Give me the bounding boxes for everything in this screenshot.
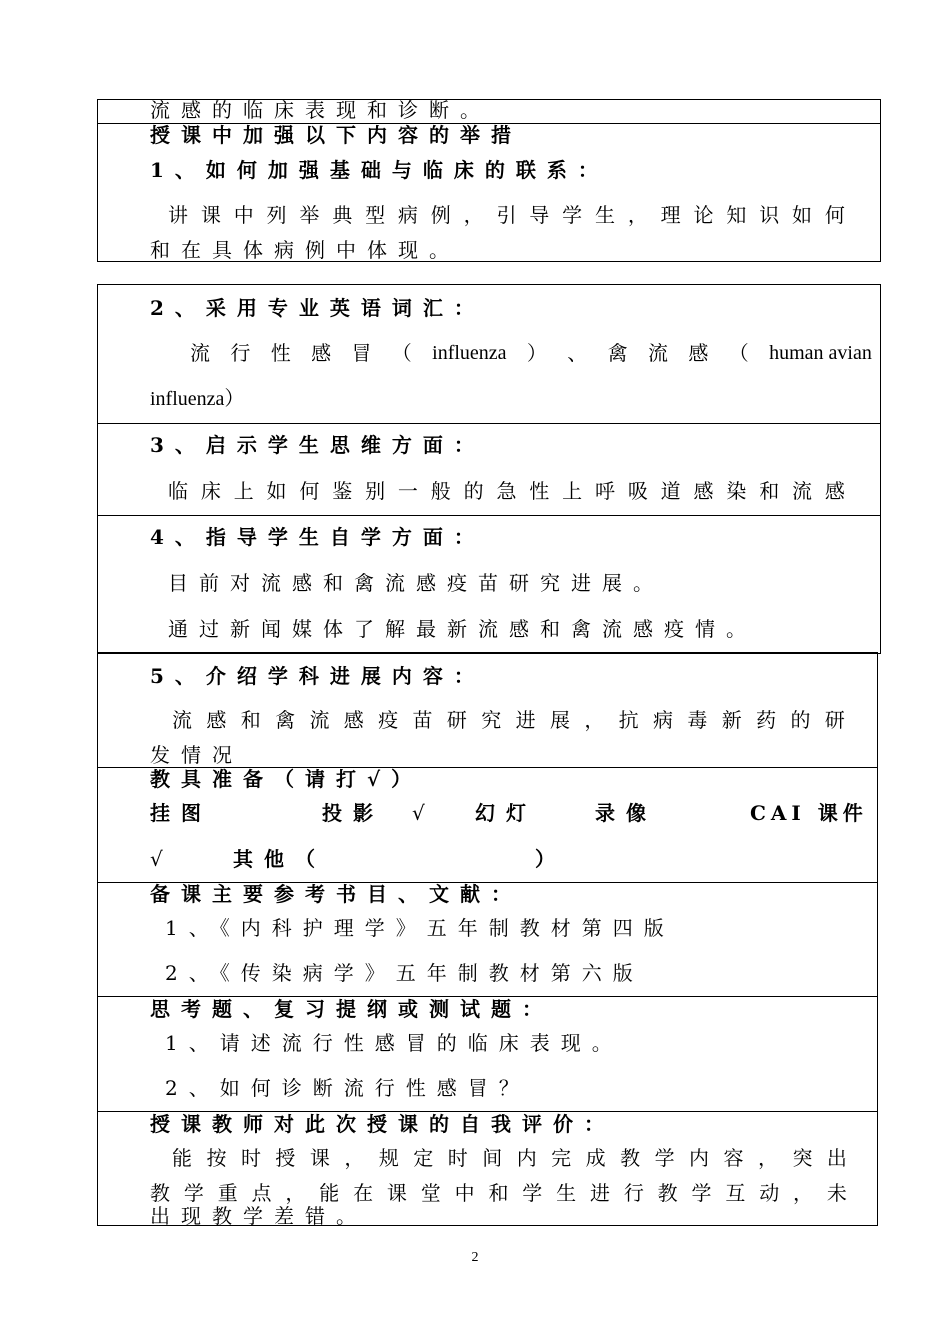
- tools-projection: 投影: [322, 801, 384, 825]
- table-block-2: [97, 284, 881, 654]
- question-item: 1、请述流行性感冒的临床表现。: [165, 1031, 623, 1055]
- section4-line2: 通过新闻媒体了解最新流感和禽流感疫情。: [168, 617, 757, 641]
- item1-line1: 讲 课 中 列 举 典 型 病 例 ， 引 导 学 生 ， 理 论 知 识 如 何: [168, 203, 856, 227]
- section5-line2: 发情况: [150, 743, 243, 767]
- tools-cai-check: √: [150, 847, 163, 871]
- item1-title: 1、如何加强基础与临床的联系：: [150, 158, 609, 182]
- questions-heading: 思考题、复习提纲或测试题：: [150, 997, 553, 1021]
- section3-title: 3、启示学生思维方面：: [150, 433, 485, 457]
- tools-other: 其他（: [233, 847, 326, 871]
- section5-title: 5、介绍学科进展内容：: [150, 664, 485, 688]
- tools-cai: CAI 课件: [750, 801, 868, 825]
- tools-other-close: ）: [535, 847, 566, 871]
- evaluation-line1: 能 按 时 授 课 ， 规 定 时 间 内 完 成 教 学 内 容 ， 突 出: [172, 1146, 858, 1170]
- section5-line1: 流 感 和 禽 流 感 疫 苗 研 究 进 展 ， 抗 病 毒 新 药 的 研: [172, 708, 856, 732]
- measures-heading: 授课中加强以下内容的举措: [150, 123, 522, 147]
- section2-title: 2、采用专业英语词汇：: [150, 296, 485, 320]
- section3-line1: 临 床 上 如 何 鉴 别 一 般 的 急 性 上 呼 吸 道 感 染 和 流 感: [168, 479, 856, 503]
- diagnosis-line: 流感的临床表现和诊断。: [150, 98, 491, 122]
- section4-line1: 目前对流感和禽流感疫苗研究进展。: [168, 571, 664, 595]
- row-divider: [97, 515, 881, 516]
- tools-wall-chart: 挂图: [150, 801, 212, 825]
- tools-heading: 教具准备（请打√）: [150, 767, 423, 791]
- section2-line1: 流 行 性 感 冒 （ influenza ） 、 禽 流 感 （ human avian: [190, 341, 872, 365]
- row-divider: [97, 423, 881, 424]
- section2-line2: influenza）: [150, 388, 245, 410]
- section4-title: 4、指导学生自学方面：: [150, 525, 485, 549]
- tools-slide: 幻灯: [475, 801, 537, 825]
- reference-item: 2、《传染病学》五年制教材第六版: [165, 961, 644, 985]
- references-heading: 备课主要参考书目、文献：: [150, 882, 522, 906]
- item1-line2: 和在具体病例中体现。: [150, 238, 460, 262]
- reference-item: 1、《内科护理学》五年制教材第四版: [165, 916, 675, 940]
- evaluation-line3: 出现教学差错。: [150, 1204, 367, 1228]
- question-item: 2、如何诊断流行性感冒？: [165, 1076, 530, 1100]
- page-number: 2: [471, 1250, 479, 1265]
- tools-video: 录像: [595, 801, 657, 825]
- evaluation-heading: 授课教师对此次授课的自我评价：: [150, 1112, 615, 1136]
- tools-projection-check: √: [412, 801, 425, 825]
- evaluation-line2: 教 学 重 点 ， 能 在 课 堂 中 和 学 生 进 行 教 学 互 动 ， 未: [150, 1181, 858, 1205]
